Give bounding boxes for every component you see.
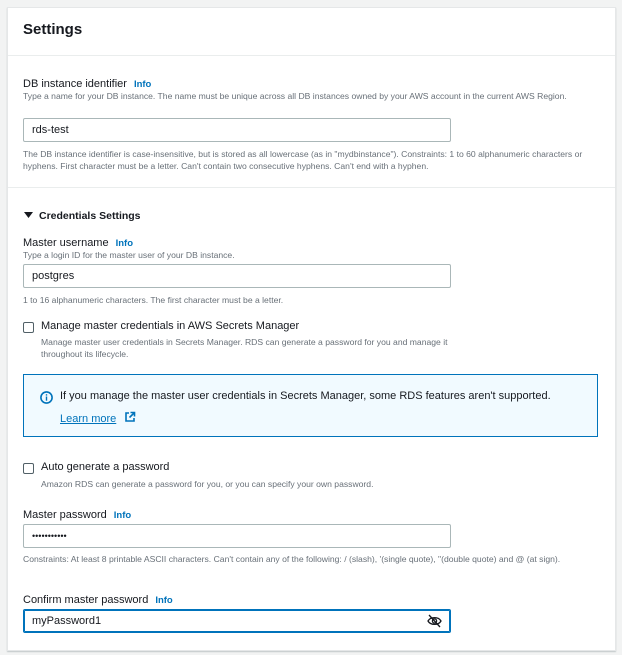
master-password-constraints: Constraints: At least 8 printable ASCII characters. Can't contain any of the following: / (slash), '(single quote), "(double quote) and @ (at sign). [23, 554, 561, 564]
master-username-info-link[interactable]: Info [115, 238, 134, 249]
master-password-label: Master password [23, 509, 107, 521]
confirm-password-info-link[interactable]: Info [155, 595, 173, 606]
secrets-manager-info-alert [23, 374, 598, 437]
confirm-password-label: Confirm master password [23, 594, 149, 606]
eye-slash-icon[interactable] [427, 614, 442, 628]
db-identifier-description: Type a name for your DB instance. The name must be unique across all DB instances owned by your AWS account in the current AWS Region. [23, 91, 567, 101]
section-divider [8, 187, 615, 188]
master-password-input[interactable]: ••••••••••• [23, 524, 451, 548]
db-identifier-input[interactable]: rds-test [23, 118, 451, 142]
confirm-password-input[interactable] [23, 609, 451, 633]
learn-more-label[interactable]: Learn more [60, 413, 117, 425]
auto-generate-password-description: Amazon RDS can generate a password for you, or you can specify your own password. [41, 479, 374, 489]
alert-message: If you manage the master user credentials in Secrets Manager, some RDS features aren't supported. [60, 390, 551, 402]
master-password-info-link[interactable]: Info [113, 510, 132, 521]
secrets-manager-label[interactable]: Manage master credentials in AWS Secrets Manager [41, 320, 300, 332]
auto-generate-password-checkbox[interactable] [23, 463, 34, 474]
credentials-settings-toggle[interactable] [24, 206, 141, 224]
secrets-manager-description: Manage master user credentials in Secrets Manager. RDS can generate a password for you and manage it throughout its lifecycle. [41, 337, 448, 359]
settings-header [8, 8, 615, 56]
master-password-label-row [23, 505, 131, 523]
master-username-input[interactable]: postgres [23, 264, 451, 288]
db-identifier-constraints: The DB instance identifier is case-insensitive, but is stored as all lowercase (as in "mydbinstance"). Constraints: 1 to 60 alphanumeric characters or hyphens. First character must be a letter. Can't contain two consecutive hyphens. Can't end with a hyphen. [23, 149, 583, 171]
external-link-icon [124, 411, 136, 423]
db-identifier-label: DB instance identifier [23, 78, 127, 90]
master-username-label: Master username [23, 237, 109, 249]
info-circle-icon [40, 391, 53, 404]
confirm-password-label-row [23, 590, 173, 608]
master-username-description: Type a login ID for the master user of your DB instance. [23, 250, 235, 260]
caret-down-icon [24, 211, 33, 219]
settings-title: Settings [23, 21, 83, 38]
settings-panel [7, 7, 616, 651]
master-username-constraints: 1 to 16 alphanumeric characters. The first character must be a letter. [23, 295, 284, 305]
learn-more-link[interactable] [60, 409, 136, 427]
credentials-section-title: Credentials Settings [39, 210, 141, 222]
confirm-password-value: myPassword1 [32, 615, 102, 627]
secrets-manager-checkbox[interactable] [23, 322, 34, 333]
auto-generate-password-label[interactable]: Auto generate a password [41, 461, 170, 473]
db-identifier-info-link[interactable]: Info [133, 79, 152, 90]
